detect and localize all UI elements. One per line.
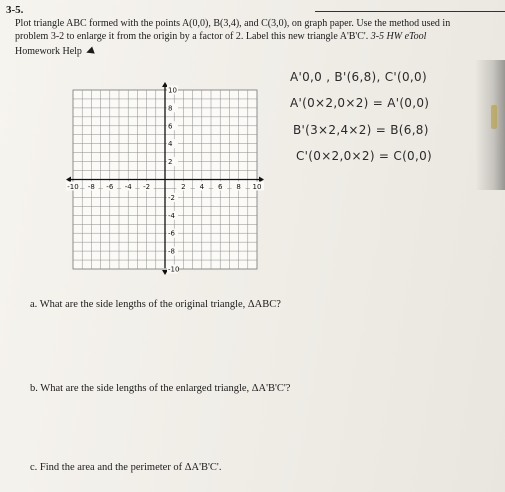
y-tick-label: 2 — [168, 158, 173, 167]
problem-number: 3-5. — [6, 4, 24, 16]
x-tick-label: 4 — [199, 183, 205, 191]
handwriting-line-3: B'(3×2,4×2) = B(6,8) — [293, 123, 429, 137]
handwriting-line-1: A'0,0 , B'(6,8), C'(0,0) — [290, 70, 427, 84]
question-b: b. What are the side lengths of the enlarged triangle, ΔA'B'C'? — [30, 383, 291, 394]
problem-prompt — [15, 18, 497, 43]
y-tick-label: 6 — [168, 122, 173, 131]
prompt-line-1: Plot triangle ABC formed with the points A(0,0), B(3,4), and C(3,0), on graph paper. Use the method used in — [15, 18, 451, 29]
y-tick-label: 4 — [168, 140, 173, 149]
y-tick-label: 8 — [168, 104, 173, 113]
binder-tab-mark — [491, 105, 497, 129]
question-c: c. Find the area and the perimeter of ΔA'B'C'. — [30, 462, 222, 473]
y-tick-label: -6 — [168, 229, 175, 238]
coordinate-grid — [65, 82, 265, 277]
x-tick-label: 2 — [181, 183, 186, 191]
y-tick-label: 10 — [168, 86, 177, 95]
pointer-arrow-icon: ◀ — [84, 45, 96, 58]
x-tick-label: 6 — [217, 183, 223, 191]
x-tick-label: -4 — [124, 183, 132, 191]
etool-link[interactable]: 3-5 HW eTool — [370, 30, 427, 42]
page-edge-shadow — [475, 60, 505, 190]
homework-help-link[interactable] — [15, 46, 94, 57]
y-tick-label: -2 — [168, 193, 175, 202]
question-a: a. What are the side lengths of the original triangle, ΔABC? — [30, 299, 281, 310]
handwriting-line-4: C'(0×2,0×2) = C(0,0) — [296, 149, 433, 163]
handwriting-line-2: A'(0×2,0×2) = A'(0,0) — [290, 96, 430, 110]
y-tick-label: -8 — [168, 247, 175, 256]
y-tick-label: -10 — [168, 265, 180, 274]
homework-help-label: Homework Help — [15, 46, 82, 57]
x-tick-label: 10 — [252, 183, 262, 191]
prompt-line-2: problem 3-2 to enlarge it from the origin by a factor of 2. Label this new triangle A'B'C'. — [15, 30, 369, 42]
x-tick-label: -10 — [67, 183, 79, 191]
x-tick-label: 8 — [236, 183, 241, 191]
x-tick-label: -6 — [106, 183, 114, 191]
x-tick-label: -2 — [143, 183, 151, 191]
x-tick-label: -8 — [87, 183, 95, 191]
header-rule — [315, 11, 505, 12]
y-tick-label: -4 — [168, 211, 175, 220]
